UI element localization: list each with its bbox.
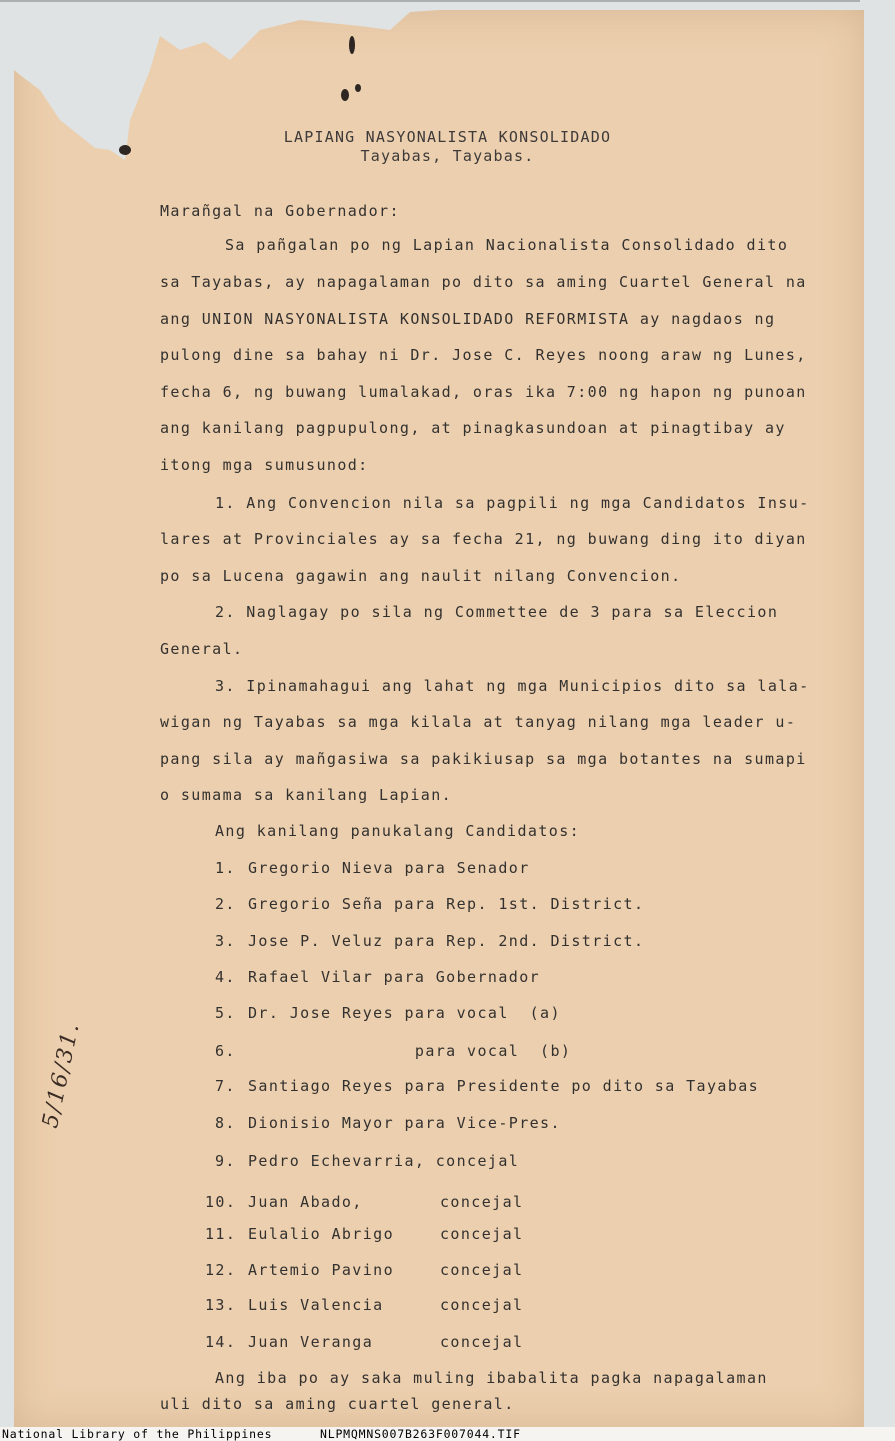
candidate-number: 2. (215, 895, 236, 913)
candidate-number: 4. (215, 968, 236, 986)
salutation: Marañgal na Gobernador: (160, 202, 400, 220)
text-line: Sa pañgalan po ng Lapian Nacionalista Consolidado dito (225, 236, 789, 254)
candidate-number: 12. (205, 1261, 237, 1279)
text-line: pang sila ay mañgasiwa sa pakikiusap sa mga botantes na sumapi (160, 750, 807, 768)
candidate-entry: Artemio Pavino (248, 1261, 395, 1279)
candidate-entry: Dr. Jose Reyes para vocal (a) (248, 1004, 561, 1022)
candidate-entry: Pedro Echevarria, concejal (248, 1152, 520, 1170)
candidate-entry: Juan Abado, (248, 1193, 363, 1211)
text-line: fecha 6, ng buwang lumalakad, oras ika 7:00 ng hapon ng punoan (160, 383, 807, 401)
candidate-role: concejal (440, 1333, 524, 1351)
torn-paper-edge (0, 0, 895, 200)
candidate-number: 3. (215, 932, 236, 950)
candidate-role: concejal (440, 1193, 524, 1211)
footer-file-id: NLPMQMNS007B263F007044.TIF (320, 1427, 521, 1441)
candidate-entry: Gregorio Nieva para Senador (248, 859, 530, 877)
candidate-entry: Santiago Reyes para Presidente po dito sa Tayabas (248, 1077, 760, 1095)
handwritten-margin-note: 5/16/31. (38, 1019, 85, 1131)
candidate-role: concejal (440, 1296, 524, 1314)
footer-library: National Library of the Philippines (2, 1427, 273, 1441)
candidate-number: 5. (215, 1004, 236, 1022)
text-line: lares at Provinciales ay sa fecha 21, ng buwang ding ito diyan (160, 530, 807, 548)
candidate-number: 9. (215, 1152, 236, 1170)
candidate-number: 7. (215, 1077, 236, 1095)
text-line: o sumama sa kanilang Lapian. (160, 786, 453, 804)
candidate-entry: Juan Veranga (248, 1333, 374, 1351)
candidate-entry: Jose P. Veluz para Rep. 2nd. District. (248, 932, 645, 950)
text-line: uli dito sa aming cuartel general. (160, 1395, 515, 1413)
text-line: po sa Lucena gagawin ang naulit nilang Convencion. (160, 567, 682, 585)
candidate-entry: Eulalio Abrigo (248, 1225, 395, 1243)
candidate-number: 6. (215, 1042, 236, 1060)
document-heading: LAPIANG NASYONALISTA KONSOLIDADO (283, 128, 612, 146)
candidate-role: concejal (440, 1225, 524, 1243)
text-line: pulong dine sa bahay ni Dr. Jose C. Reyes noong araw ng Lunes, (160, 346, 807, 364)
text-line: Ang iba po ay saka muling ibabalita pagka napagalaman (215, 1369, 768, 1387)
text-line: General. (160, 640, 244, 658)
candidate-number: 8. (215, 1114, 236, 1132)
text-line: sa Tayabas, ay napagalaman po dito sa aming Cuartel General na (160, 273, 807, 291)
text-line: ang UNION NASYONALISTA KONSOLIDADO REFORMISTA ay nagdaos ng (160, 310, 776, 328)
text-line: itong mga sumusunod: (160, 456, 369, 474)
text-line: 2. Naglagay po sila ng Commettee de 3 para sa Eleccion (215, 603, 779, 621)
candidate-entry: Dionisio Mayor para Vice-Pres. (248, 1114, 561, 1132)
candidate-entry: Rafael Vilar para Gobernador (248, 968, 541, 986)
candidate-number: 10. (205, 1193, 237, 1211)
scan-footer (0, 1427, 895, 1441)
candidate-entry: Gregorio Seña para Rep. 1st. District. (248, 895, 645, 913)
text-line: 1. Ang Convencion nila sa pagpili ng mga Candidatos Insu- (215, 494, 810, 512)
text-line: wigan ng Tayabas sa mga kilala at tanyag nilang mga leader u- (160, 713, 797, 731)
candidate-number: 13. (205, 1296, 237, 1314)
candidate-number: 1. (215, 859, 236, 877)
text-line: ang kanilang pagpupulong, at pinagkasundoan at pinagtibay ay (160, 419, 786, 437)
candidates-heading: Ang kanilang panukalang Candidatos: (215, 822, 581, 840)
candidate-number: 14. (205, 1333, 237, 1351)
text-line: 3. Ipinamahagui ang lahat ng mga Municipios dito sa lala- (215, 677, 810, 695)
candidate-entry: Luis Valencia (248, 1296, 384, 1314)
candidate-number: 11. (205, 1225, 237, 1243)
candidate-entry: para vocal (b) (248, 1042, 572, 1060)
document-subheading: Tayabas, Tayabas. (360, 147, 535, 165)
candidate-role: concejal (440, 1261, 524, 1279)
